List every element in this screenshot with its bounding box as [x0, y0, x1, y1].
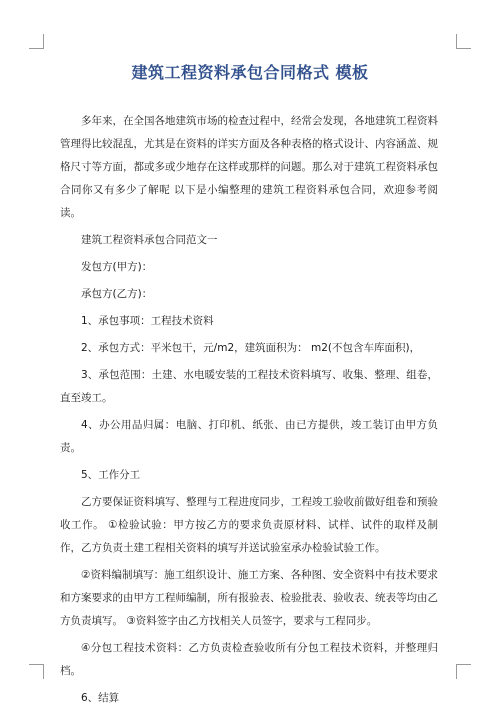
paragraph-item-1: 1、承包事项：工程技术资料 — [81, 315, 214, 327]
crop-mark-bottom-left — [29, 664, 44, 679]
paragraph-item-5: 5、工作分工 — [81, 469, 141, 481]
paragraph-item-6: 6、结算 — [81, 692, 120, 704]
document-title: 建筑工程资料承包合同格式 模板 — [131, 63, 369, 82]
paragraph-division-2: ②资料编制填写：施工组织设计、施工方案、各种图、安全资料中有技术要求和方案要求的由甲方工程师编制，所有报验表、检验批表、验收表、统表等均由乙方负责填写。 ③资料签字由乙方找相关人员签字，要求与工程同步。 — [60, 569, 438, 627]
paragraph-intro: 多年来，在全国各地建筑市场的检查过程中，经常会发现，各地建筑工程资料管理得比较混乱，尤其是在资料的详实方面及各种表格的格式设计、内容涵盖、规格尺寸等方面，都或多或少地存在这样或那样的问题。那么对于建筑工程资料承包合同你又有多少了解呢 以下是小编整理的建筑工程资料承包合同，欢迎参考阅读。 — [60, 115, 438, 219]
paragraph-division-3: ④分包工程技术资料：乙方负责检查验收所有分包工程技术资料，并整理归档。 — [60, 642, 438, 677]
paragraph-division-1: 乙方要保证资料填写、整理与工程进度同步，工程竣工验收前做好组卷和预验收工作。 ①检验试验：甲方按乙方的要求负责原材料、试样、试件的取样及制作，乙方负责土建工程相关资料的填写并送试验室承办检验试验工作。 — [60, 496, 438, 554]
paragraph-party-b: 承包方(乙方)： — [81, 288, 153, 300]
paragraph-item-4: 4、办公用品归属：电脑、打印机、纸张、由已方提供，竣工装订由甲方负责。 — [60, 419, 438, 454]
paragraph-item-3: 3、承包范围：土建、水电暖安装的工程技术资料填写、收集、整理、组卷，直至竣工。 — [60, 369, 438, 404]
paragraph-party-a: 发包方(甲方)： — [81, 261, 153, 273]
crop-mark-top-right — [456, 34, 471, 49]
crop-mark-top-left — [29, 34, 44, 49]
paragraph-item-2: 2、承包方式：平米包干，元/m2，建筑面积为： m2(不包含车库面积)， — [81, 342, 421, 354]
document-body — [60, 110, 438, 714]
crop-mark-bottom-right — [456, 664, 471, 679]
paragraph-sample-heading: 建筑工程资料承包合同范文一 — [81, 234, 218, 246]
